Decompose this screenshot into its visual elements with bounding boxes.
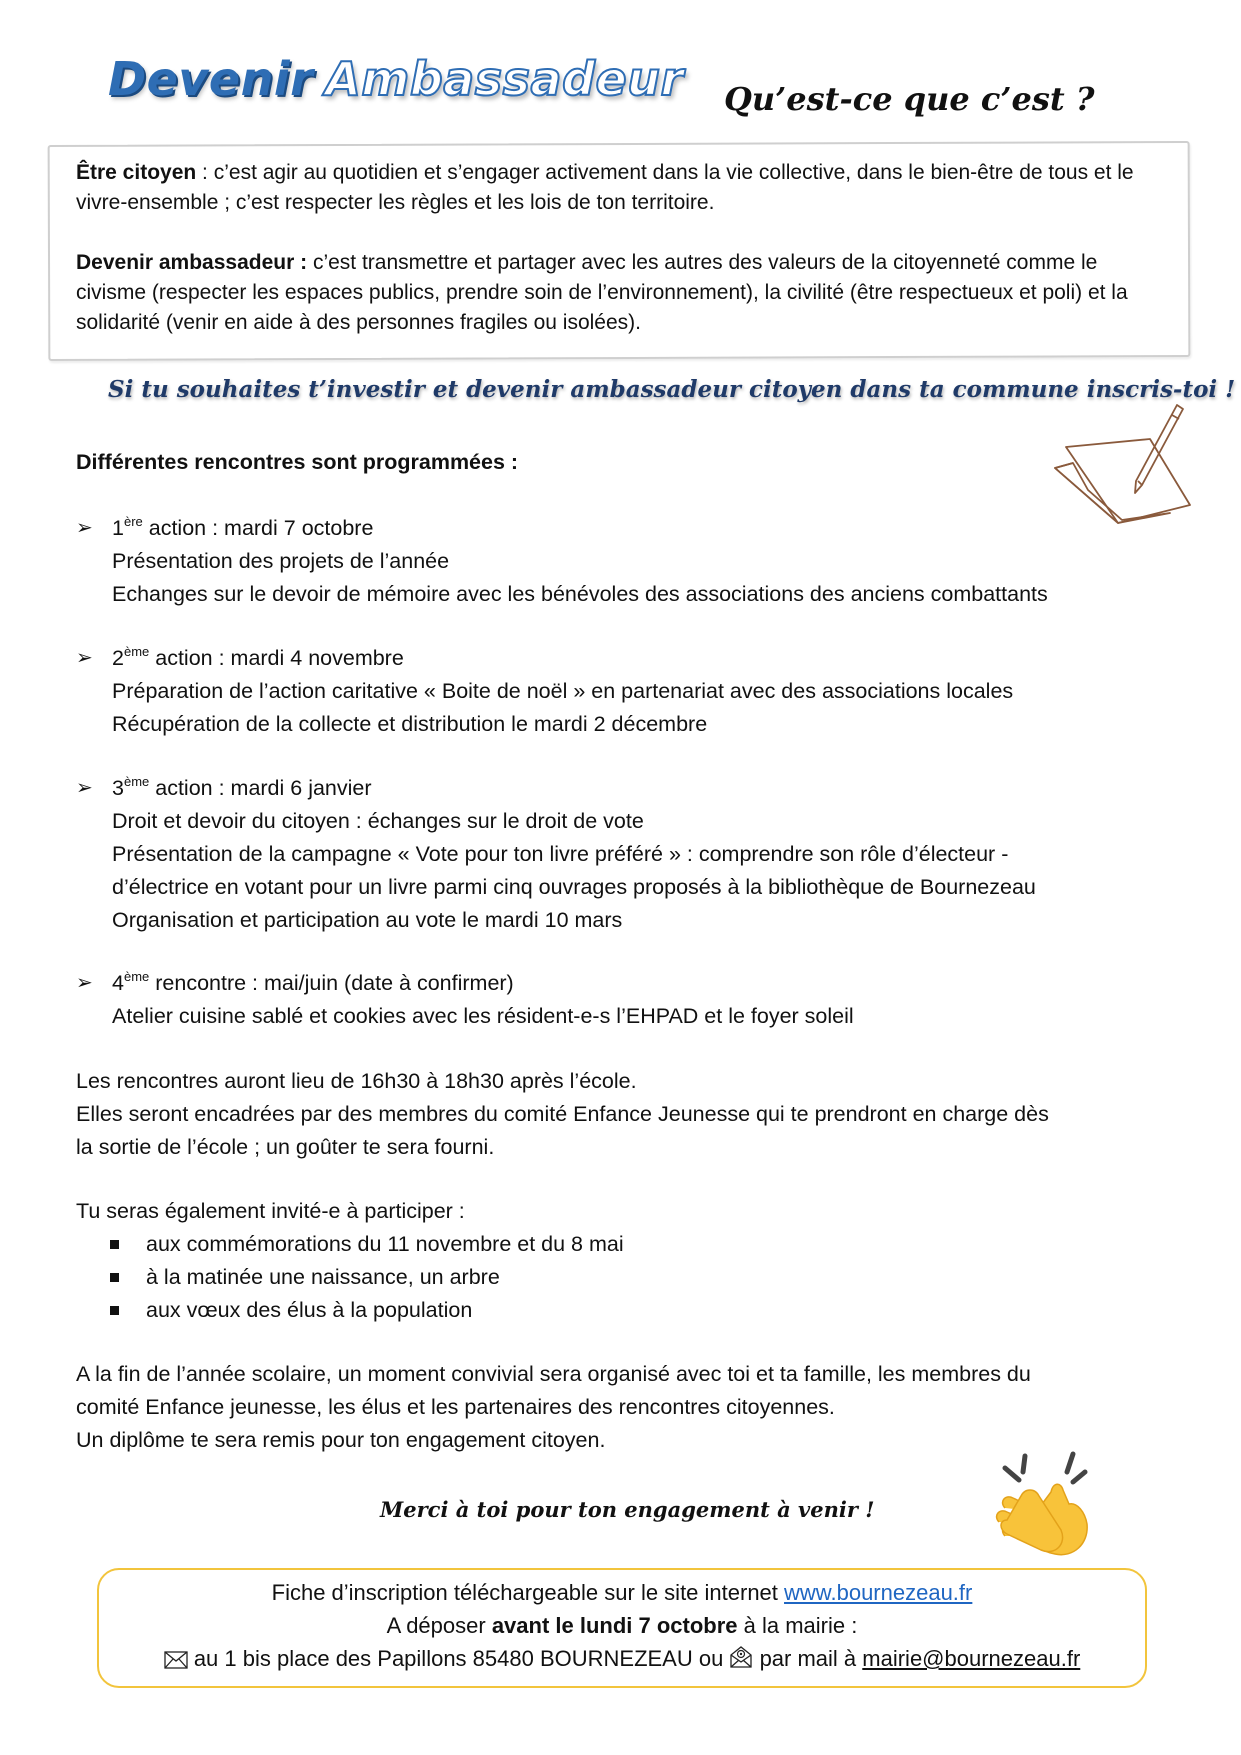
- action-detail: Présentation des projets de l’année: [112, 549, 450, 573]
- square-bullet-icon: [110, 1240, 119, 1249]
- action-ordinal: ème: [123, 644, 150, 659]
- closing-line: comité Enfance jeunesse, les élus et les partenaires des rencontres citoyennes.: [76, 1395, 835, 1419]
- action-date: action : mardi 4 novembre: [149, 646, 404, 670]
- list-item-text: aux vœux des élus à la population: [146, 1298, 473, 1322]
- registration-info: [97, 1576, 1147, 1678]
- slogan: Si tu souhaites t’investir et devenir ambassadeur citoyen dans ta commune inscris-toi !: [108, 376, 1236, 403]
- definition-ambassadeur: [76, 248, 1166, 338]
- list-item-text: à la matinée une naissance, un arbre: [146, 1265, 500, 1289]
- action-title: [112, 772, 1202, 805]
- arrow-bullet-icon: ➢: [76, 517, 93, 539]
- square-bullet-icon: [110, 1273, 119, 1282]
- email-icon: [729, 1645, 753, 1678]
- action-title: [112, 642, 1202, 675]
- envelope-icon: [164, 1645, 188, 1678]
- action-date: rencontre : mai/juin (date à confirmer): [149, 971, 514, 995]
- list-item: [110, 1294, 624, 1327]
- action-number: 4: [112, 971, 124, 995]
- action-number: 1: [112, 516, 124, 540]
- action-title: [112, 967, 1202, 1000]
- closing-line: A la fin de l’année scolaire, un moment convivial sera organisé avec toi et ta famille, les membres du: [76, 1362, 1031, 1386]
- action-detail: Atelier cuisine sablé et cookies avec les résident-e-s l’EHPAD et le foyer soleil: [112, 1004, 854, 1028]
- info-text: à la mairie :: [737, 1613, 858, 1638]
- schedule-line: Les rencontres auront lieu de 16h30 à 18h30 après l’école.: [76, 1069, 637, 1093]
- action-detail: Droit et devoir du citoyen : échanges sur le droit de vote: [112, 809, 644, 833]
- schedule-line: la sortie de l’école ; un goûter te sera fourni.: [76, 1135, 495, 1159]
- info-text: A déposer: [386, 1613, 492, 1638]
- action-title: [112, 512, 1202, 545]
- action-detail: Présentation de la campagne « Vote pour ton livre préféré » : comprendre son rôle d’électeur -: [112, 842, 1009, 866]
- definition-citoyen: [76, 158, 1166, 218]
- definition-term: Devenir ambassadeur :: [76, 251, 308, 274]
- action-detail: Organisation et participation au vote le mardi 10 mars: [112, 908, 623, 932]
- separator: :: [196, 161, 214, 184]
- arrow-bullet-icon: ➢: [76, 972, 93, 994]
- action-ordinal: ème: [123, 774, 150, 789]
- info-text: Fiche d’inscription téléchargeable sur le site internet: [271, 1580, 785, 1605]
- schedule-paragraph: [76, 1065, 1186, 1164]
- action-date: action : mardi 6 janvier: [149, 776, 372, 800]
- program-heading: Différentes rencontres sont programmées :: [76, 450, 519, 474]
- action-detail: Récupération de la collecte et distribution le mardi 2 décembre: [112, 712, 708, 736]
- action-detail: Préparation de l’action caritative « Boite de noël » en partenariat avec des associations locales: [112, 679, 1014, 703]
- closing-line: Un diplôme te sera remis pour ton engagement citoyen.: [76, 1428, 606, 1452]
- clapping-hands-icon: [985, 1440, 1115, 1560]
- action-number: 3: [112, 776, 124, 800]
- thanks-message: Merci à toi pour ton engagement à venir !: [380, 1497, 875, 1522]
- definition-text: c’est agir au quotidien et s’engager activement dans la vie collective, dans le bien-être de tous et le vivre-ensemble ; c’est respecter les règles et les lois de ton territoire.: [76, 161, 1134, 214]
- postal-address: au 1 bis place des Papillons 85480 BOURNEZEAU ou: [187, 1646, 730, 1671]
- email-link[interactable]: mairie@bournezeau.fr: [862, 1646, 1081, 1671]
- arrow-bullet-icon: ➢: [76, 777, 93, 799]
- title-word-ambassadeur: Ambassadeur: [325, 52, 684, 106]
- action-date: action : mardi 7 octobre: [142, 516, 374, 540]
- website-link[interactable]: www.bournezeau.fr: [784, 1580, 973, 1605]
- definitions: [76, 158, 1166, 368]
- square-bullet-icon: [110, 1306, 119, 1315]
- title-word-devenir: Devenir: [108, 52, 314, 106]
- list-item-text: aux commémorations du 11 novembre et du 8 mai: [146, 1232, 624, 1256]
- info-line-download: [97, 1576, 1147, 1609]
- info-line-deadline: [97, 1609, 1147, 1642]
- arrow-bullet-icon: ➢: [76, 647, 93, 669]
- action-detail: d’électrice en votant pour un livre parmi cinq ouvrages proposés à la bibliothèque de Bournezeau: [112, 875, 1036, 899]
- invitation-list: [110, 1228, 624, 1327]
- invitation-intro: Tu seras également invité-e à participer :: [76, 1199, 465, 1223]
- list-item: [110, 1228, 624, 1261]
- action-detail: Echanges sur le devoir de mémoire avec les bénévoles des associations des anciens combattants: [112, 582, 1048, 606]
- info-text: par mail à: [753, 1646, 863, 1671]
- action-ordinal: ère: [123, 514, 143, 529]
- pencil-paper-icon: [1030, 395, 1200, 530]
- definition-term: Être citoyen: [76, 161, 197, 184]
- schedule-line: Elles seront encadrées par des membres du comité Enfance Jeunesse qui te prendront en charge dès: [76, 1102, 1049, 1126]
- action-number: 2: [112, 646, 124, 670]
- list-item: [110, 1261, 624, 1294]
- definition-text: c’est transmettre et partager avec les autres des valeurs de la citoyenneté comme le civisme (respecter les espaces publics, prendre soin de l’environnement), la civilité (être respectueux et poli) et la solidarité (venir en aide à des personnes fragiles ou isolées).: [76, 251, 1128, 334]
- page-title: [108, 52, 684, 106]
- page-subtitle: Qu’est-ce que c’est ?: [724, 80, 1095, 118]
- info-line-contact: [97, 1642, 1147, 1678]
- deadline: avant le lundi 7 octobre: [491, 1613, 738, 1638]
- action-ordinal: ème: [123, 969, 150, 984]
